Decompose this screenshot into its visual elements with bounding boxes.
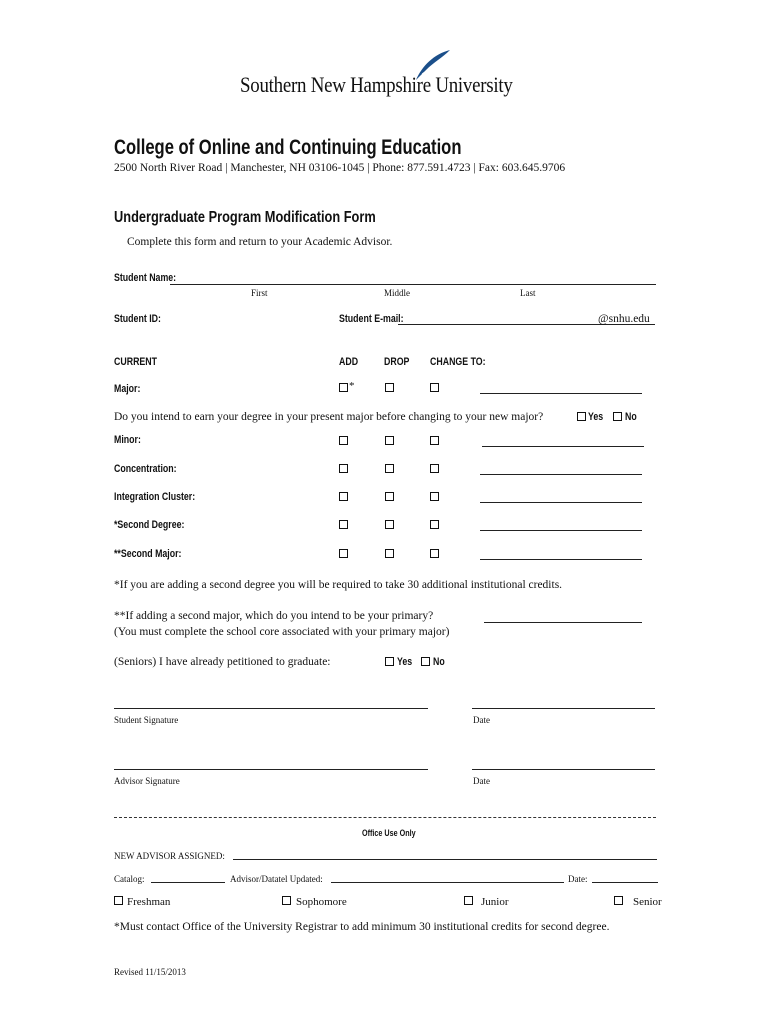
intend-question: Do you intend to earn your degree in your present major before changing to your new major?: [114, 411, 544, 423]
office-date-field[interactable]: [592, 882, 658, 883]
student-signature-caption: Student Signature: [114, 715, 179, 725]
primary-major-field[interactable]: [484, 622, 642, 623]
advisor-date-field[interactable]: [472, 769, 655, 770]
integration-change-checkbox[interactable]: [430, 492, 439, 501]
senior-checkbox[interactable]: [614, 896, 623, 905]
minor-change-checkbox[interactable]: [430, 436, 439, 445]
student-email-label: Student E-mail:: [339, 313, 404, 325]
student-name-field[interactable]: [170, 284, 656, 285]
second-degree-label: *Second Degree:: [114, 519, 185, 531]
advisor-date-caption: Date: [473, 776, 490, 786]
advisor-datatel-field[interactable]: [331, 882, 564, 883]
freshman-label: Freshman: [127, 896, 171, 908]
advisor-signature-caption: Advisor Signature: [114, 776, 180, 786]
concentration-label: Concentration:: [114, 463, 177, 475]
integration-cluster-label: Integration Cluster:: [114, 491, 196, 503]
intend-yes-label: Yes: [588, 411, 604, 423]
seniors-yes-checkbox[interactable]: [385, 657, 394, 666]
second-major-label: **Second Major:: [114, 548, 182, 560]
second-major-change-field[interactable]: [480, 559, 642, 560]
integration-change-field[interactable]: [480, 502, 642, 503]
college-title: College of Online and Continuing Education: [114, 136, 462, 159]
senior-label: Senior: [633, 896, 662, 908]
seniors-no-checkbox[interactable]: [421, 657, 430, 666]
seniors-text: (Seniors) I have already petitioned to graduate:: [114, 656, 331, 668]
integration-drop-checkbox[interactable]: [385, 492, 394, 501]
major-label: Major:: [114, 383, 141, 395]
name-first-caption: First: [251, 288, 268, 298]
second-major-note-1: **If adding a second major, which do you intend to be your primary?: [114, 610, 434, 622]
office-date-label: Date:: [568, 874, 588, 884]
major-change-field[interactable]: [480, 393, 642, 394]
second-degree-note: *If you are adding a second degree you will be required to take 30 additional institutional credits.: [114, 579, 563, 591]
second-major-drop-checkbox[interactable]: [385, 549, 394, 558]
concentration-drop-checkbox[interactable]: [385, 464, 394, 473]
integration-add-checkbox[interactable]: [339, 492, 348, 501]
second-degree-drop-checkbox[interactable]: [385, 520, 394, 529]
revised-date: Revised 11/15/2013: [114, 967, 186, 977]
student-date-caption: Date: [473, 715, 490, 725]
intend-no-label: No: [625, 411, 637, 423]
office-separator: [114, 817, 656, 818]
email-domain: @snhu.edu: [598, 313, 650, 325]
university-logo: [240, 48, 525, 100]
seniors-no-label: No: [433, 656, 445, 668]
col-change-to: CHANGE TO:: [430, 356, 486, 368]
university-name: Southern New Hampshire University: [240, 72, 513, 97]
registrar-note: *Must contact Office of the University Registrar to add minimum 30 institutional credits for second degree.: [114, 921, 610, 933]
second-degree-change-field[interactable]: [480, 530, 642, 531]
second-major-add-checkbox[interactable]: [339, 549, 348, 558]
student-date-field[interactable]: [472, 708, 655, 709]
office-use-heading: Office Use Only: [362, 828, 416, 838]
catalog-label: Catalog:: [114, 874, 145, 884]
major-change-checkbox[interactable]: [430, 383, 439, 392]
minor-change-field[interactable]: [482, 446, 644, 447]
intend-no-checkbox[interactable]: [613, 412, 622, 421]
concentration-add-checkbox[interactable]: [339, 464, 348, 473]
col-current: CURRENT: [114, 356, 158, 368]
form-title: Undergraduate Program Modification Form: [114, 209, 376, 226]
second-major-change-checkbox[interactable]: [430, 549, 439, 558]
new-advisor-field[interactable]: [233, 859, 657, 860]
student-id-label: Student ID:: [114, 313, 161, 325]
advisor-datatel-label: Advisor/Datatel Updated:: [230, 874, 323, 884]
new-advisor-label: NEW ADVISOR ASSIGNED:: [114, 851, 225, 861]
sophomore-label: Sophomore: [296, 896, 347, 908]
concentration-change-checkbox[interactable]: [430, 464, 439, 473]
major-add-star: *: [349, 380, 355, 392]
major-add-checkbox[interactable]: [339, 383, 348, 392]
student-name-label: Student Name:: [114, 272, 177, 284]
name-middle-caption: Middle: [384, 288, 410, 298]
junior-label: Junior: [481, 896, 509, 908]
college-address: 2500 North River Road | Manchester, NH 03106-1045 | Phone: 877.591.4723 | Fax: 603.645.9706: [114, 162, 566, 174]
sophomore-checkbox[interactable]: [282, 896, 291, 905]
intend-yes-checkbox[interactable]: [577, 412, 586, 421]
junior-checkbox[interactable]: [464, 896, 473, 905]
minor-add-checkbox[interactable]: [339, 436, 348, 445]
col-add: ADD: [339, 356, 359, 368]
seniors-yes-label: Yes: [397, 656, 413, 668]
form-instruction: Complete this form and return to your Academic Advisor.: [127, 236, 393, 248]
catalog-field[interactable]: [151, 882, 225, 883]
col-drop: DROP: [384, 356, 410, 368]
advisor-signature-field[interactable]: [114, 769, 428, 770]
concentration-change-field[interactable]: [480, 474, 642, 475]
second-degree-add-checkbox[interactable]: [339, 520, 348, 529]
second-degree-change-checkbox[interactable]: [430, 520, 439, 529]
name-last-caption: Last: [520, 288, 536, 298]
second-major-note-2: (You must complete the school core associated with your primary major): [114, 626, 450, 638]
student-signature-field[interactable]: [114, 708, 428, 709]
minor-label: Minor:: [114, 434, 141, 446]
minor-drop-checkbox[interactable]: [385, 436, 394, 445]
major-drop-checkbox[interactable]: [385, 383, 394, 392]
freshman-checkbox[interactable]: [114, 896, 123, 905]
